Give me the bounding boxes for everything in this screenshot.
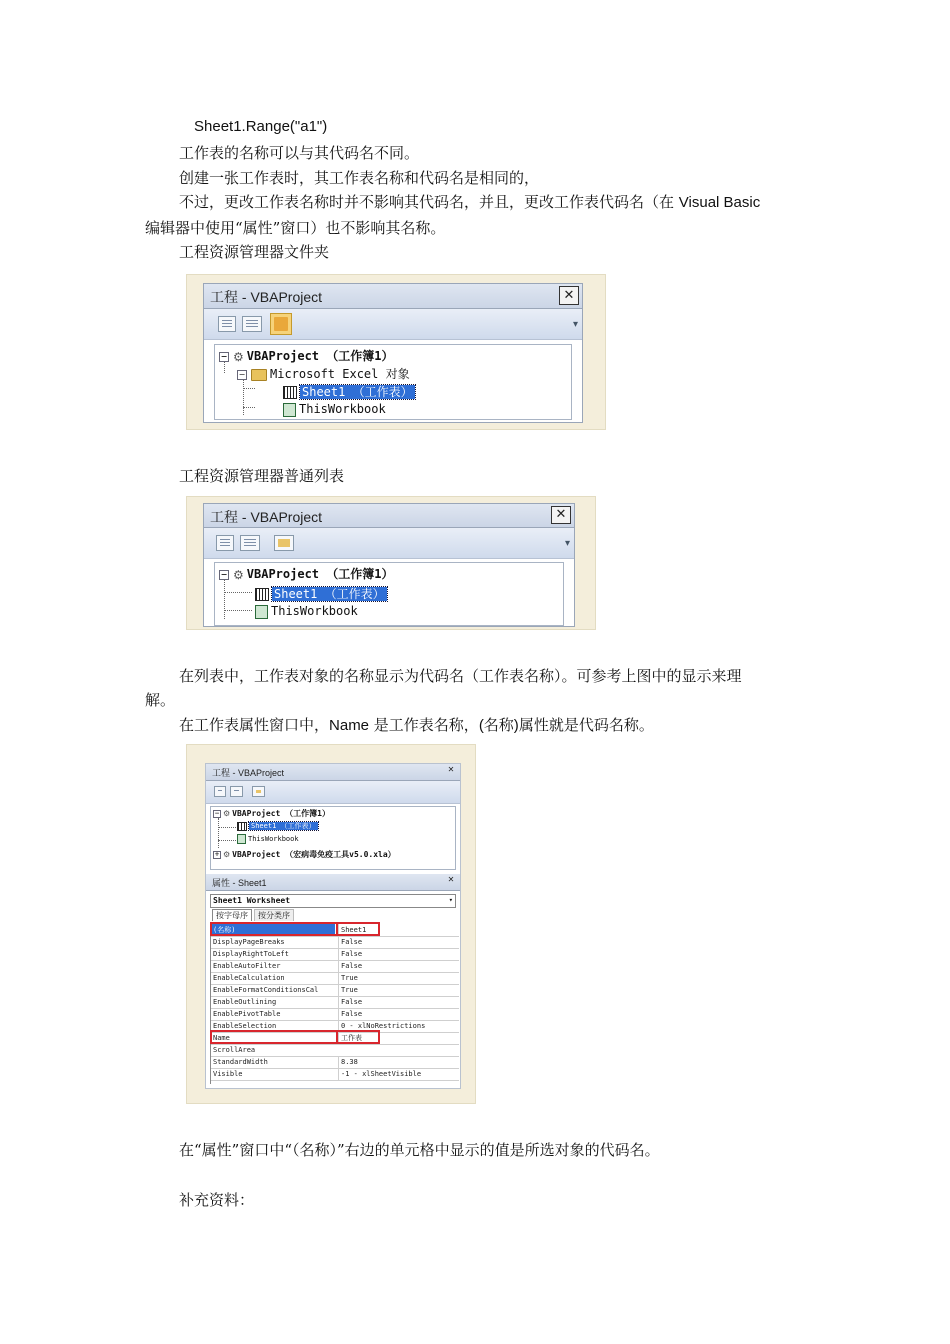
tree-label: ThisWorkbook	[248, 835, 299, 843]
project-tree	[214, 344, 572, 420]
tab-alphabetic[interactable]: 按字母序	[212, 909, 252, 921]
property-value[interactable]: False	[338, 960, 362, 972]
toggle-folders-button[interactable]	[252, 786, 265, 797]
tree-node-thisworkbook[interactable]	[237, 834, 299, 844]
highlight-box-sheetname-value	[336, 1030, 380, 1044]
paragraph-line4b: 解。	[145, 691, 176, 709]
project-explorer-window	[203, 503, 575, 627]
vba-project-icon: ⚙	[223, 850, 231, 859]
property-key: ScrollArea	[213, 1046, 256, 1054]
tree-label: VBAProject （工作簿1）	[232, 809, 330, 818]
line5-name: Name	[329, 717, 370, 734]
property-value[interactable]: False	[338, 1008, 362, 1020]
window-title: 工程 - VBAProject	[212, 768, 285, 778]
paragraph-line7: 补充资料：	[179, 1191, 255, 1209]
workbook-icon	[283, 403, 296, 417]
tree-node-project[interactable]	[213, 808, 330, 819]
property-value[interactable]: 0 - xlNoRestrictions	[338, 1020, 425, 1032]
line5-post: 属性就是代码名称。	[518, 716, 654, 734]
tree-node-sheet1[interactable]	[283, 383, 415, 400]
collapse-icon[interactable]: −	[214, 809, 220, 817]
project-tree	[210, 806, 456, 870]
tree-node-thisworkbook[interactable]	[255, 604, 358, 619]
vbe-panes	[205, 763, 461, 1089]
tree-label: VBAProject （工作簿1）	[246, 567, 394, 581]
collapse-icon[interactable]: −	[220, 569, 228, 579]
vba-project-icon: ⚙	[233, 567, 244, 582]
heading-list: 工程资源管理器普通列表	[179, 467, 345, 485]
property-key: StandardWidth	[213, 1058, 268, 1066]
vba-project-icon: ⚙	[233, 349, 244, 364]
property-key: EnableFormatConditionsCal	[213, 986, 319, 994]
paragraph-line6: 在“属性”窗口中“（名称）”右边的单元格中显示的值是所选对象的代码名。	[179, 1141, 660, 1159]
figure-folder-view	[186, 274, 606, 430]
expand-icon[interactable]: +	[214, 850, 220, 858]
line5-mid: 是工作表名称，	[369, 716, 479, 734]
property-value[interactable]: 工作表	[338, 1032, 362, 1044]
tab-categorized[interactable]: 按分类序	[254, 909, 294, 921]
project-explorer-window	[203, 283, 583, 423]
tree-label: VBAProject （工作簿1）	[246, 349, 394, 363]
window-title: 工程 - VBAProject	[210, 289, 323, 305]
view-code-button[interactable]	[218, 316, 236, 332]
close-icon[interactable]: ✕	[559, 286, 579, 305]
view-object-button[interactable]	[240, 535, 260, 551]
view-object-button[interactable]	[242, 316, 262, 332]
window-title: 工程 - VBAProject	[210, 509, 323, 525]
worksheet-icon	[283, 386, 297, 399]
close-icon[interactable]: ✕	[447, 765, 455, 774]
paragraph-line4a: 在列表中，工作表对象的名称显示为代码名（工作表名称）。可参考上图中的显示来理	[179, 667, 742, 685]
paragraph-line3a	[179, 192, 760, 213]
paragraph-line3b: 编辑器中使用“属性”窗口）也不影响其名称。	[145, 219, 446, 237]
close-icon[interactable]: ✕	[447, 875, 455, 884]
vba-project-icon: ⚙	[223, 809, 231, 818]
folder-icon	[251, 369, 267, 381]
property-value[interactable]: -1 - xlSheetVisible	[338, 1068, 421, 1080]
highlight-box-name-key	[210, 922, 338, 936]
property-key: Name	[213, 1034, 230, 1042]
paragraph-line2: 创建一张工作表时，其工作表名称和代码名是相同的，	[179, 169, 540, 187]
tree-label: Sheet1 （工作表）	[302, 385, 413, 399]
workbook-icon	[255, 605, 268, 619]
window-titlebar	[206, 764, 460, 781]
figure-properties-window	[186, 744, 476, 1104]
paragraph-line1: 工作表的名称可以与其代码名不同。	[179, 144, 420, 162]
object-select-value: Sheet1 Worksheet	[213, 896, 291, 905]
highlight-box-name-value	[336, 922, 380, 936]
tree-node-project[interactable]	[219, 347, 393, 364]
toggle-folders-button[interactable]	[270, 313, 292, 335]
tree-label: Sheet1 （工作表）	[251, 822, 316, 830]
property-value[interactable]: False	[338, 936, 362, 948]
tree-node-project[interactable]	[219, 565, 393, 582]
tree-node-thisworkbook[interactable]	[283, 402, 386, 417]
line5-text: 在工作表属性窗口中，	[179, 716, 330, 734]
view-object-button[interactable]	[230, 786, 243, 797]
property-key: EnableCalculation	[213, 974, 285, 982]
line5-paren: (名称)	[478, 717, 519, 734]
explorer-toolbar	[206, 781, 460, 804]
property-key: EnablePivotTable	[213, 1010, 281, 1018]
property-key: EnableOutlining	[213, 998, 277, 1006]
tree-label: ThisWorkbook	[271, 604, 358, 618]
tree-label: VBAProject （宏病毒免疫工具v5.0.xla）	[232, 850, 396, 859]
tree-label: Sheet1 （工作表）	[274, 587, 385, 601]
property-value[interactable]: Sheet1	[338, 924, 366, 936]
figure-list-view	[186, 496, 596, 630]
tree-node-project-addin[interactable]	[213, 849, 396, 860]
property-key: EnableAutoFilter	[213, 962, 281, 970]
property-value[interactable]: True	[338, 972, 358, 984]
properties-tabs	[212, 910, 294, 921]
scroll-down-icon[interactable]: ▾	[572, 319, 578, 330]
highlight-box-sheetname-key	[210, 1030, 338, 1044]
worksheet-icon	[237, 822, 247, 831]
tree-node-excel-objects[interactable]	[237, 365, 410, 382]
property-grid	[210, 924, 459, 1084]
property-value[interactable]: False	[338, 948, 362, 960]
property-key: (名称)	[211, 924, 335, 936]
property-value[interactable]: True	[338, 984, 358, 996]
paragraph-line5	[179, 715, 654, 736]
explorer-toolbar	[204, 528, 574, 559]
code-line: Sheet1.Range("a1")	[194, 118, 328, 135]
view-code-button[interactable]	[216, 535, 234, 551]
line3a-latin: Visual Basic	[678, 194, 761, 211]
worksheet-icon	[255, 588, 269, 601]
property-value[interactable]: False	[338, 996, 362, 1008]
close-icon[interactable]: ✕	[551, 506, 571, 524]
scroll-down-icon[interactable]: ▾	[564, 538, 570, 549]
workbook-icon	[237, 834, 246, 844]
tree-label: Microsoft Excel 对象	[270, 367, 410, 381]
tree-node-sheet1[interactable]	[255, 585, 387, 602]
window-titlebar	[204, 284, 582, 309]
explorer-toolbar	[204, 309, 582, 340]
collapse-icon[interactable]: −	[220, 351, 228, 361]
toggle-folders-button[interactable]	[274, 535, 294, 551]
property-key: EnableSelection	[213, 1022, 277, 1030]
chevron-down-icon: ▾	[448, 896, 453, 904]
properties-titlebar	[206, 874, 460, 891]
view-code-button[interactable]	[214, 786, 226, 797]
object-select[interactable]	[210, 894, 456, 908]
tree-label: ThisWorkbook	[299, 402, 386, 416]
tree-node-sheet1[interactable]	[237, 821, 318, 831]
line3a-text: 不过，更改工作表名称时并不影响其代码名，并且，更改工作表代码名（在	[179, 193, 679, 211]
property-row[interactable]	[211, 1068, 459, 1081]
heading-folder: 工程资源管理器文件夹	[179, 243, 330, 261]
property-key: Visible	[213, 1070, 243, 1078]
collapse-icon[interactable]: −	[238, 369, 246, 379]
project-tree	[214, 562, 564, 626]
property-key: DisplayPageBreaks	[213, 938, 285, 946]
properties-title: 属性 - Sheet1	[212, 878, 267, 888]
property-value[interactable]: 8.38	[338, 1056, 358, 1068]
property-key: DisplayRightToLeft	[213, 950, 289, 958]
window-titlebar	[204, 504, 574, 528]
